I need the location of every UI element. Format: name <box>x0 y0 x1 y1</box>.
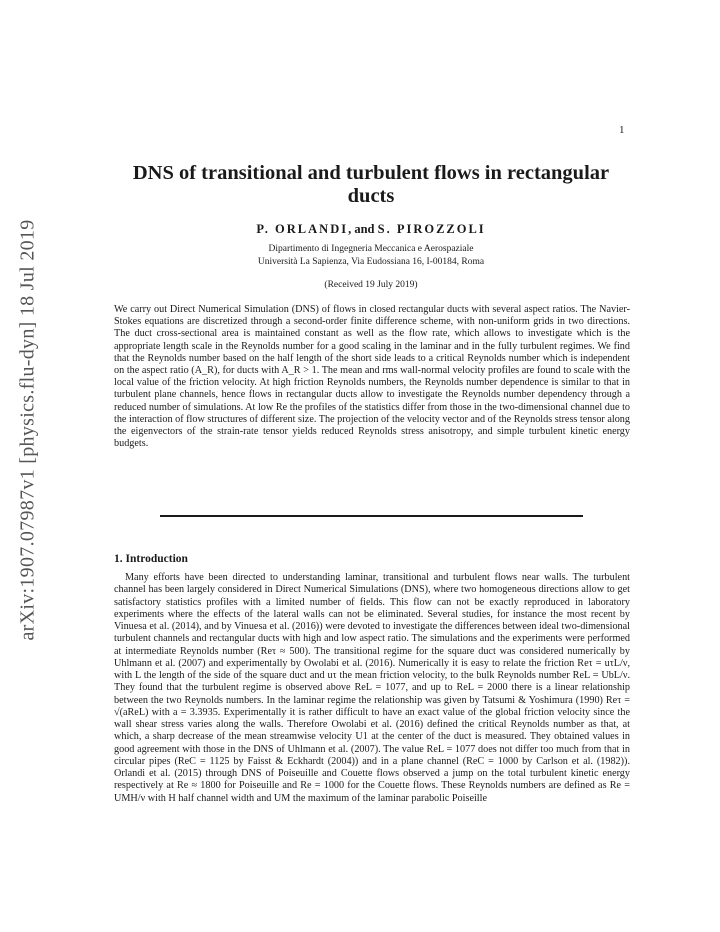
author-separator: , and <box>348 222 378 236</box>
affiliation <box>112 243 630 268</box>
author-list <box>112 222 630 237</box>
author-pirozzoli: S. PIROZZOLI <box>377 222 486 236</box>
abstract-divider <box>160 515 583 517</box>
abstract: We carry out Direct Numerical Simulation (DNS) of flows in closed rectangular ducts with several aspect ratios. The Navier-Stokes equations are discretized through a second-order finite difference scheme, with non-uniform grids in two directions. The duct cross-sectional area is maintained constant as well as the flow rate, which allows to investigate which is the appropriate length scale in the Reynolds number for a good scaling in the laminar and in the fully turbulent regimes. We find that the Reynolds number based on the half length of the short side leads to a critical Reynolds number which is independent on the aspect ratio (A_R), for ducts with A_R > 1. The mean and rms wall-normal velocity profiles are found to scale with the local value of the friction velocity. At high friction Reynolds numbers, the Reynolds number dependence is similar to that in turbulent plane channels, hence flows in rectangular ducts allow to investigate the Reynolds number dependency through a reduced number of simulations. At low Re the profiles of the statistics differ from those in the two-dimensional channel due to the interaction of flow structures of different size. The projection of the velocity vector and of the Reynolds stress tensor along the eigenvectors of the strain-rate tensor yields reduced Reynolds stress anisotropy, and simple turbulent kinetic energy budgets. <box>114 304 630 450</box>
page-number: 1 <box>619 124 625 136</box>
arxiv-identifier-text: arXiv:1907.07987v1 [physics.flu-dyn] 18 Jul 2019 <box>16 219 39 641</box>
paper-title: DNS of transitional and turbulent flows in rectangular ducts <box>132 162 610 207</box>
arxiv-identifier-stamp <box>10 200 46 660</box>
author-orlandi: P. ORLANDI <box>256 222 349 236</box>
affiliation-address: Università La Sapienza, Via Eudossiana 16, I-00184, Roma <box>257 256 485 267</box>
introduction-body: Many efforts have been directed to understanding laminar, transitional and turbulent flows near walls. The turbulent channel has been largely considered in Direct Numerical Simulations (DNS), where two homogeneous directions allow to get satisfactory statistics profiles with a limited number of fields. This flow can not be exactly reproduced in laboratory experiments where the effects of the lateral walls can not be eliminated. Several studies, for instance the most recent by Vinuesa et al. (2014), and by Vinuesa et al. (2016)) were devoted to investigate the differences between ideal two-dimensional turbulent channels and rectangular ducts with high and low aspect ratio. The simulations and the experiments were performed at intermediate Reynolds number (Reτ ≈ 500). The transitional regime for the square duct was considered numerically by Uhlmann et al. (2007) and experimentally by Owolabi et al. (2016). Numerically it is easy to relate the friction Reτ = uτL/ν, with L the length of the side of the square duct and uτ the mean friction velocity, to the bulk Reynolds number ReL = UbL/ν. They found that the turbulent regime is observed above ReL = 1077, and up to ReL = 2000 there is a linear relationship between the two Reynolds numbers. In the laminar regime the relationship was given by Tatsumi & Yoshimura (1990) Reτ = √(aReL) with a = 3.3935. Experimentally it is rather difficult to have an exact value of the global friction velocity since the wall shear stress varies along the walls. Therefore Owolabi et al. (2016) defined the critical Reynolds number as that, at which, a sharp decrease of the mean streamwise velocity U1 at the center of the duct is measured. They obtained values in good agreement with those in the DNS of Uhlmann et al. (2007). The value ReL = 1077 does not differ too much from that in circular pipes (ReC = 1125 by Faisst & Eckhardt (2004)) and in a plane channel (ReC = 1000 by Carlson et al. (1982)). Orlandi et al. (2015) through DNS of Poiseuille and Couette flows observed a jump on the total turbulent kinetic energy respectively at Re ≈ 1800 for Poiseuille and Re = 1000 for the Couette flows. These Reynolds numbers are defined as Re = UMH/ν with H half channel width and UM the maximum of the laminar parabolic Poiseille <box>114 572 630 804</box>
section-heading-introduction: 1. Introduction <box>114 553 188 565</box>
affiliation-department: Dipartimento di Ingegneria Meccanica e Aerospaziale <box>268 244 474 254</box>
received-date: (Received 19 July 2019) <box>324 280 418 290</box>
